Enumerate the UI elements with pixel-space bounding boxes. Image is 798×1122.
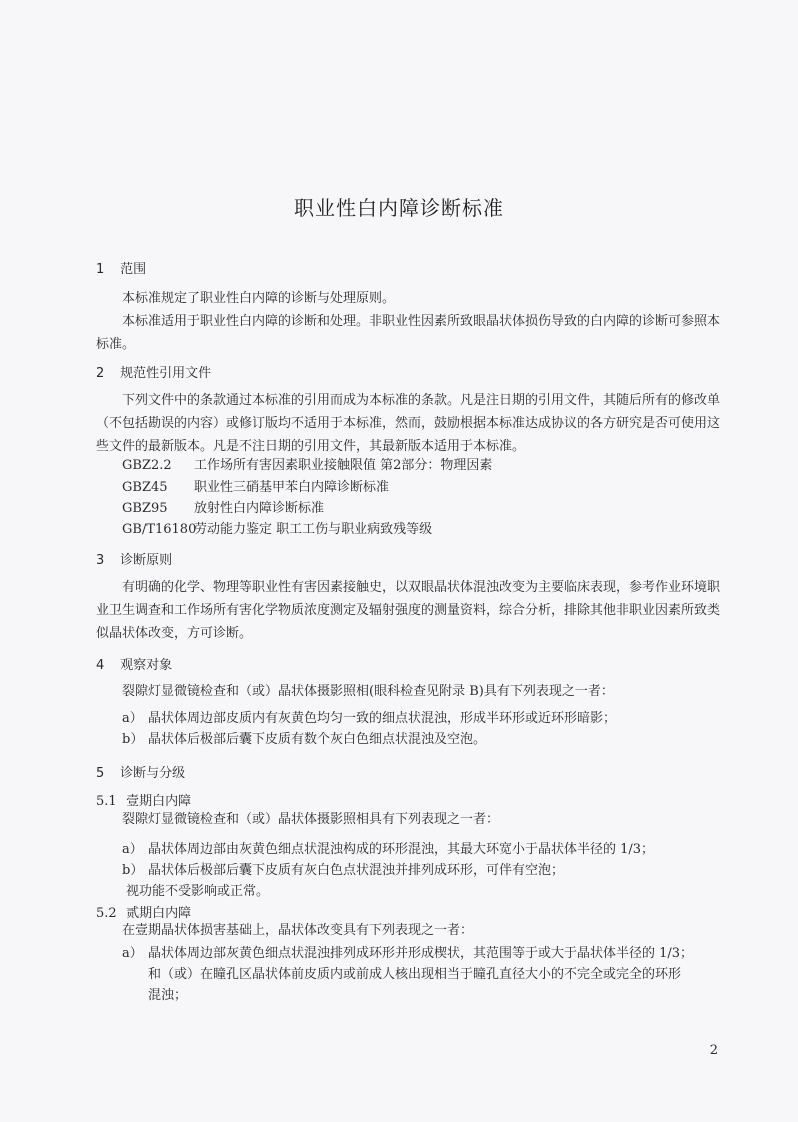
section-3-heading xyxy=(96,549,172,568)
reference-code: GBZ45 xyxy=(122,480,168,495)
list-marker: a） xyxy=(122,842,143,857)
list-item xyxy=(122,729,722,751)
paragraph: 本标准规定了职业性白内障的诊断与处理原则。 xyxy=(122,291,396,306)
section-3-body xyxy=(96,576,726,645)
list-item xyxy=(122,708,722,730)
reference-code: GB/T16180 xyxy=(122,522,197,537)
reference-code: GBZ2.2 xyxy=(122,458,172,473)
reference-title: 放射性白内障诊断标准 xyxy=(194,501,325,516)
subsection-title: 壹期白内障 xyxy=(126,794,192,809)
reference-code: GBZ95 xyxy=(122,501,168,516)
section-number: 3 xyxy=(96,553,105,568)
list-item xyxy=(122,860,722,882)
section-number: 4 xyxy=(96,658,105,673)
section-title: 范围 xyxy=(120,262,147,277)
section-title: 规范性引用文件 xyxy=(120,366,212,381)
reference-title: 工作场所有害因素职业接触限值 第2部分：物理因素 xyxy=(194,458,493,473)
section-4-heading xyxy=(96,654,172,673)
section-number: 5 xyxy=(96,766,105,781)
list-text: 晶状体周边部由灰黄色细点状混浊构成的环形混浊，其最大环宽小于晶状体半径的 1/3； xyxy=(148,842,655,857)
subsection-number: 5.1 xyxy=(96,794,117,809)
list-item xyxy=(122,943,742,965)
list-text-continued: 混浊； xyxy=(148,988,188,1003)
paragraph: 下列文件中的条款通过本标准的引用而成为本标准的条款。凡是注日期的引用文件，其随后所有的修改单（不包括勘误的内容）或修订版均不适用于本标准，然而，鼓励根据本标准达成协议的各方研究是否可使用这些文件的最新版本。凡是不注日期的引用文件，其最新版本适用于本标准。 xyxy=(96,393,721,454)
list-text: 晶状体周边部皮质内有灰黄色均匀一致的细点状混浊，形成半环形或近环形暗影； xyxy=(148,711,617,726)
reference-item xyxy=(122,478,389,498)
list-marker: b） xyxy=(122,732,144,747)
list-item xyxy=(122,839,722,861)
reference-title: 职业性三硝基甲苯白内障诊断标准 xyxy=(194,480,390,495)
paragraph: 裂隙灯显微镜检查和（或）晶状体摄影照相具有下列表现之一者： xyxy=(122,812,500,827)
paragraph: 有明确的化学、物理等职业性有害因素接触史，以双眼晶状体混浊改变为主要临床表现，参考作业环境职业卫生调查和工作场所有害化学物质浓度测定及辐射强度的测量资料，综合分析，排除其他非职业因素所致类似晶状体改变，方可诊断。 xyxy=(96,580,721,641)
section-number: 1 xyxy=(96,262,105,277)
section-number: 2 xyxy=(96,366,105,381)
section-1-heading xyxy=(96,258,146,277)
list-text: 晶状体后极部后囊下皮质有数个灰白色细点状混浊及空泡。 xyxy=(148,732,487,747)
section-4-body xyxy=(96,680,726,703)
paragraph: 裂隙灯显微镜检查和（或）晶状体摄影照相(眼科检查见附录 B)具有下列表现之一者： xyxy=(122,684,614,699)
subsection-number: 5.2 xyxy=(96,906,117,921)
section-2-body xyxy=(96,389,726,458)
document-title: 职业性白内障诊断标准 xyxy=(294,196,504,220)
reference-title: 劳动能力鉴定 职工工伤与职业病致残等级 xyxy=(194,522,433,537)
page-number: 2 xyxy=(709,1043,718,1058)
list-text-continued: 和（或）在瞳孔区晶状体前皮质内或前成人核出现相当于瞳孔直径大小的不完全或完全的环形 xyxy=(148,967,682,982)
section-1-body xyxy=(96,287,726,356)
section-5-heading xyxy=(96,762,185,781)
section-title: 诊断与分级 xyxy=(120,766,186,781)
reference-item xyxy=(122,520,432,540)
section-title: 诊断原则 xyxy=(120,553,173,568)
section-title: 观察对象 xyxy=(120,658,173,673)
list-text: 晶状体周边部灰黄色细点状混浊排列成环形并形成楔状，其范围等于或大于晶状体半径的 1/3； xyxy=(148,946,694,961)
subsection-title: 贰期白内障 xyxy=(126,906,192,921)
reference-item xyxy=(122,456,492,476)
note: 视功能不受影响或正常。 xyxy=(126,884,270,899)
paragraph: 本标准适用于职业性白内障的诊断和处理。非职业性因素所致眼晶状体损伤导致的白内障的诊断可参照本标准。 xyxy=(96,314,721,352)
section-2-heading xyxy=(96,362,211,381)
list-marker: a） xyxy=(122,711,143,726)
list-text: 晶状体后极部后囊下皮质有灰白色点状混浊并排列成环形，可伴有空泡； xyxy=(148,863,565,878)
reference-item xyxy=(122,499,324,519)
paragraph: 在壹期晶状体损害基础上，晶状体改变具有下列表现之一者： xyxy=(122,923,474,938)
list-marker: a） xyxy=(122,946,143,961)
list-marker: b） xyxy=(122,863,144,878)
